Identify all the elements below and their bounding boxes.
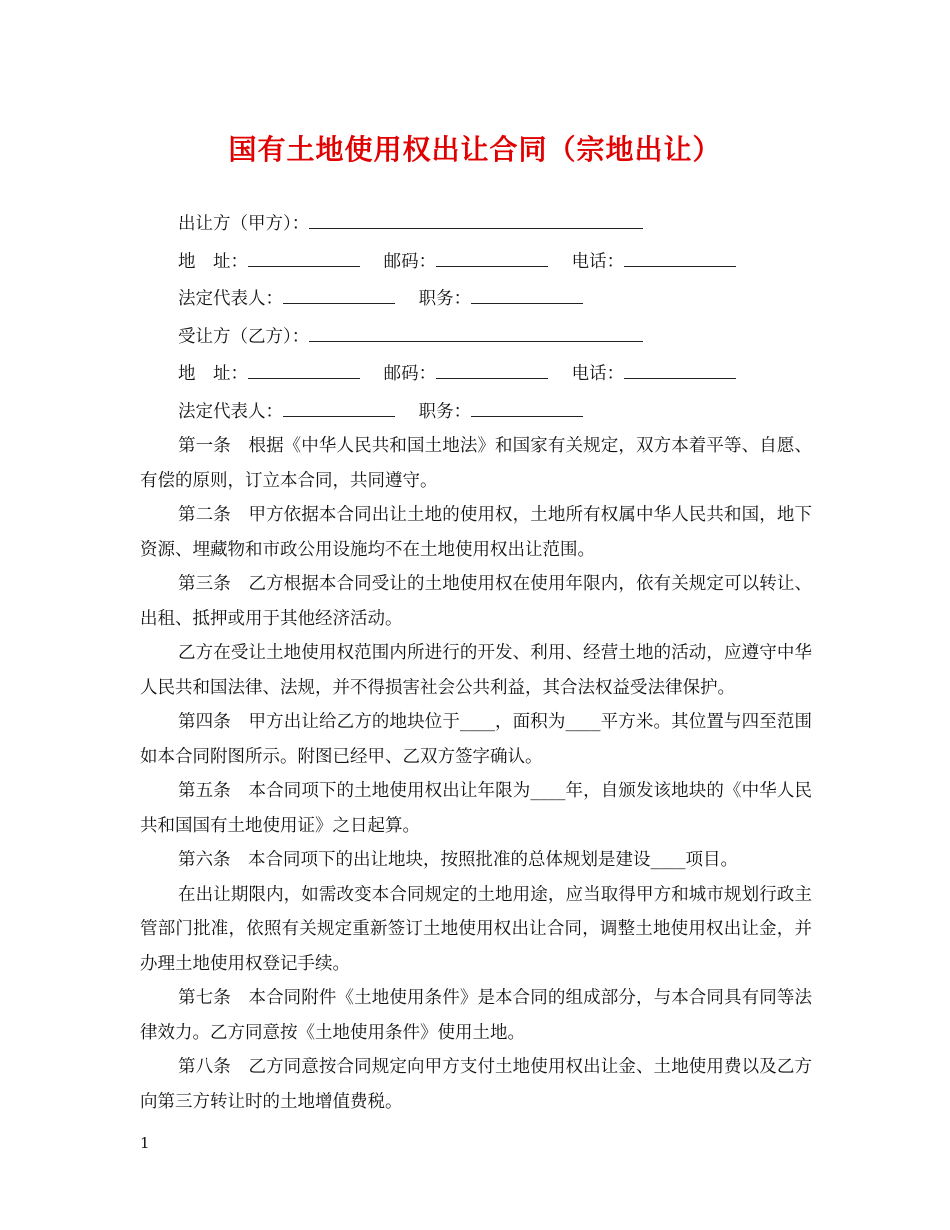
contract-body (140, 204, 812, 1119)
party-a-contact-line (140, 242, 812, 280)
article-3-continued: 乙方在受让土地使用权范围内所进行的开发、利用、经营土地的活动，应遵守中华人民共和国法律、法规，并不得损害社会公共利益，其合法权益受法律保护。 (140, 643, 812, 698)
phone-blank (624, 242, 736, 267)
legal-rep-blank (283, 279, 395, 304)
article-6-continued: 在出让期限内，如需改变本合同规定的土地用途，应当取得甲方和城市规划行政主管部门批准，依照有关规定重新签订土地使用权出让合同，调整土地使用权出让金，并办理土地使用权登记手续。 (140, 884, 812, 974)
phone-blank (624, 354, 736, 379)
page-number: 1 (140, 1134, 150, 1152)
postcode-label: 邮码： (383, 364, 437, 384)
legal-rep-blank (283, 392, 395, 417)
phone-label: 电话： (571, 251, 625, 272)
party-b-blank (309, 317, 643, 342)
document-title: 国有土地使用权出让合同（宗地出让） (228, 133, 722, 166)
postcode-blank (436, 354, 548, 379)
party-b-rep-line (140, 392, 812, 430)
article-3: 第三条 乙方根据本合同受让的土地使用权在使用年限内，依有关规定可以转让、出租、抵押或用于其他经济活动。 (140, 574, 812, 629)
address-blank (248, 242, 360, 267)
article-5: 第五条 本合同项下的土地使用权出让年限为____年，自颁发该地块的《中华人民共和国国有土地使用证》之日起算。 (140, 781, 812, 836)
address-label: 地 址： (178, 251, 248, 272)
party-b-line (140, 317, 812, 355)
postcode-blank (436, 242, 548, 267)
position-blank (471, 279, 583, 304)
legal-rep-label: 法定代表人： (178, 289, 283, 309)
position-blank (471, 392, 583, 417)
postcode-label: 邮码： (383, 251, 437, 272)
phone-label: 电话： (571, 364, 625, 384)
address-blank (248, 354, 360, 379)
article-6: 第六条 本合同项下的出让地块，按照批准的总体规划是建设____项目。 (178, 850, 738, 870)
legal-rep-label: 法定代表人： (178, 401, 283, 422)
article-1: 第一条 根据《中华人民共和国土地法》和国家有关规定，双方本着平等、自愿、有偿的原则，订立本合同，共同遵守。 (140, 436, 812, 491)
position-label: 职务： (418, 289, 472, 309)
article-4: 第四条 甲方出让给乙方的地块位于____，面积为____平方米。其位置与四至范围如本合同附图所示。附图已经甲、乙双方签字确认。 (140, 712, 812, 767)
party-a-rep-line (140, 279, 812, 317)
party-a-line (140, 204, 812, 242)
article-8: 第八条 乙方同意按合同规定向甲方支付土地使用权出让金、土地使用费以及乙方向第三方转让时的土地增值费税。 (140, 1057, 812, 1112)
party-a-label: 出让方（甲方）： (178, 214, 310, 234)
article-2: 第二条 甲方依据本合同出让土地的使用权，土地所有权属中华人民共和国，地下资源、埋藏物和市政公用设施均不在土地使用权出让范围。 (140, 505, 812, 560)
party-b-contact-line (140, 354, 812, 392)
party-b-label: 受让方（乙方）： (178, 326, 310, 347)
address-label: 地 址： (178, 364, 248, 384)
article-7: 第七条 本合同附件《土地使用条件》是本合同的组成部分，与本合同具有同等法律效力。乙方同意按《土地使用条件》使用土地。 (140, 988, 812, 1043)
party-a-blank (309, 204, 643, 229)
position-label: 职务： (418, 401, 472, 422)
